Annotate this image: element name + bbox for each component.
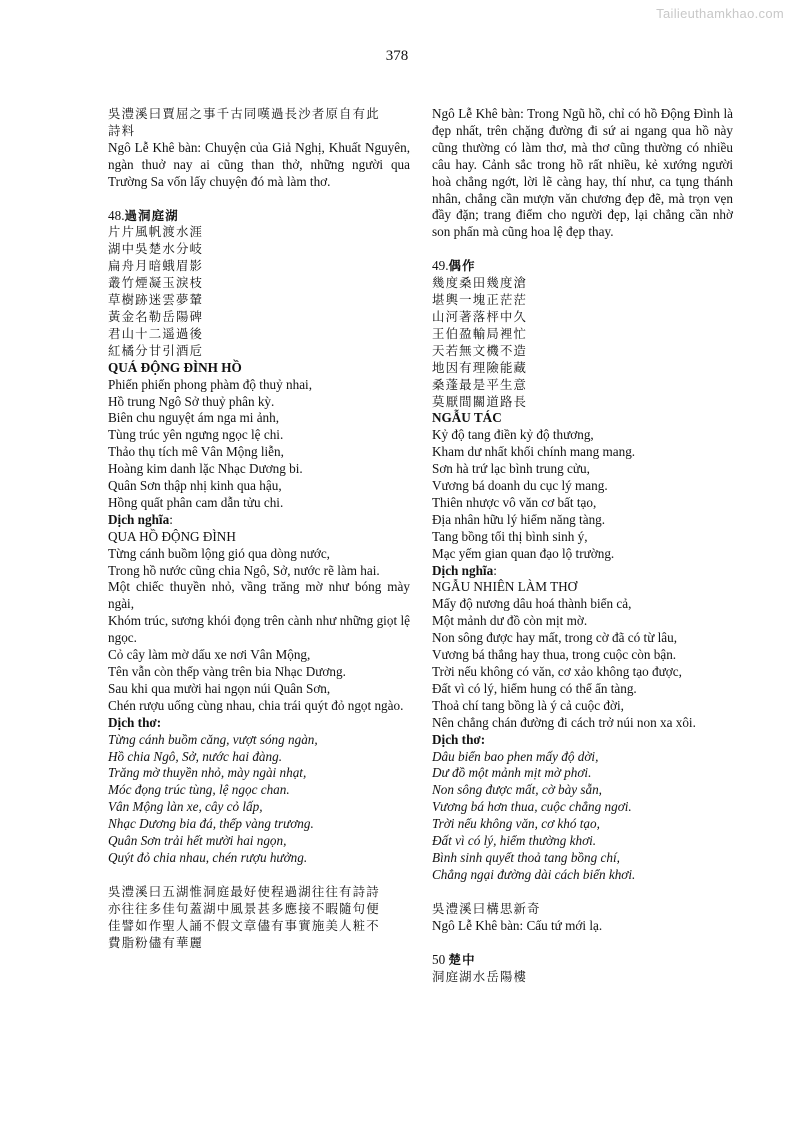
meaning-line: Trong hồ nước cũng chia Ngô, Sở, nước rẽ làm hai. [108, 562, 380, 578]
transliteration-line: Biên chu nguyệt ám nga mi ảnh, [108, 410, 280, 426]
outro-han-line: 佳譬如作聖人誦不假文章儘有事實施美人粧不 [108, 917, 380, 933]
poem-title-han: 楚中 [448, 951, 476, 967]
meaning-line: Trời nếu không có văn, cơ xảo không tạo được, [432, 664, 682, 679]
transliteration-line: Tùng trúc yên ngưng ngọc lệ chi. [108, 427, 284, 443]
intro-han-line: 詩料 [108, 122, 136, 138]
meaning-line: Non sông được hay mất, trong cờ đã có từ lâu, [432, 630, 678, 646]
poem-50-heading [432, 952, 733, 969]
han-verse-line: 堪輿一塊正茫茫 [432, 292, 528, 308]
han-verse-line: 叢竹煙凝玉淚枝 [108, 275, 204, 291]
meaning-line: Đất vì có lý, hiểm hung có thể ẩn tàng. [432, 680, 637, 696]
verse-translation-line: Nhạc Dương bia đá, thếp vàng trương. [108, 816, 314, 832]
han-verse-line: 地因有理險能藏 [432, 359, 528, 375]
transliteration-line: Thảo thụ tích mê Vân Mộng liễn, [108, 444, 284, 460]
han-verse-line: 草樹跡迷雲夢輦 [108, 292, 204, 308]
intro-comment: Ngô Lễ Khê bàn: Trong Ngũ hồ, chỉ có hồ Động Đình là đẹp nhất, trên chặng đường đi sứ ai ngang qua hồ này cũng thường có làm thơ, mà thơ cũng thường có nhiều câu hay. Cảnh sắc trong hồ rất nhiều, kẻ xướng người hoà chẳng ngớt, lời lẽ càng hay, thí như, ca tụng thánh nhân, chẳng cần mượn văn chương đẹp đẽ, mà trọn vẹn đầy đặn; trang điểm cho người đẹp, lại chẳng cần nhờ son phấn mà cũng hoa lệ đẹp thay. [432, 106, 733, 240]
transliteration-line: Kỷ độ tang điền kỷ độ thương, [432, 427, 594, 443]
verse-translation-line: Hồ chia Ngô, Sở, nước hai đàng. [108, 748, 283, 764]
outro-han-line: 費脂粉儘有華麗 [108, 934, 204, 950]
han-verse-line: 紅橘分甘引酒卮 [108, 342, 204, 358]
han-verse-line: 山河著落枰中久 [432, 308, 528, 324]
watermark: Tailieuthamkhao.com [656, 6, 784, 21]
verse-translation-line: Chẳng ngại đường dài cách biển khơi. [432, 866, 636, 882]
poem-number: 49. [432, 258, 449, 274]
poem-title-han: 過洞庭湖 [124, 207, 179, 223]
han-verse-line: 湖中吳楚水分岐 [108, 241, 204, 257]
outro-han-line: 吳澧溪曰構思新奇 [432, 900, 541, 916]
poem-48-heading [108, 208, 410, 225]
meaning-label-colon: : [169, 511, 173, 527]
transliteration-line: Hoàng kim danh lặc Nhạc Dương bi. [108, 461, 303, 477]
transliteration-line: Phiến phiến phong phàm độ thuỷ nhai, [108, 376, 313, 392]
poem-title-han: 偶作 [448, 258, 476, 274]
verse-translation-line: Quýt đỏ chia nhau, chén rượu hưởng. [108, 849, 308, 865]
verse-translation-line: Non sông được mất, cờ bày sẵn, [432, 782, 602, 798]
han-verse-line: 王伯盈輸局裡忙 [432, 325, 528, 341]
verse-translation-line: Bình sinh quyết thoả tang bồng chí, [432, 849, 620, 865]
transliteration-line: Mạc yếm gian quan đạo lộ trường. [432, 545, 615, 561]
verse-translation-line: Từng cánh buồm căng, vượt sóng ngàn, [108, 731, 318, 747]
meaning-title: NGẪU NHIÊN LÀM THƠ [432, 579, 578, 595]
verse-translation-line: Quân Sơn trải hết mười hai ngọn, [108, 833, 287, 849]
han-verse-line: 莫厭間關道路長 [432, 393, 528, 409]
verse-translation-line: Dâu biển bao phen mấy độ dời, [432, 748, 599, 764]
meaning-line: Cỏ cây làm mờ dấu xe nơi Vân Mộng, [108, 647, 311, 663]
meaning-line: Chén rượu uống cùng nhau, chia trái quýt đỏ ngọt ngào. [108, 697, 404, 713]
meaning-title: QUA HỒ ĐỘNG ĐÌNH [108, 528, 236, 544]
meaning-line: Mấy độ nương dâu hoá thành biển cả, [432, 596, 632, 612]
verse-translation-line: Trời nếu không văn, cơ khó tạo, [432, 816, 600, 832]
meaning-line: Sau khi qua mười hai ngọn núi Quân Sơn, [108, 680, 331, 696]
meaning-line: Thoả chí tang bồng là ý cả cuộc đời, [432, 697, 624, 713]
outro-comment: Ngô Lễ Khê bàn: Cấu tứ mới lạ. [432, 917, 603, 933]
verse-translation-line: Dư đồ một mảnh mịt mờ phơi. [432, 765, 592, 781]
intro-han-line: 吳澧溪曰賈屈之事千古同嘆過長沙者原自有此 [108, 106, 380, 121]
poem-number: 48. [108, 207, 125, 223]
outro-han-line: 吳澧溪曰五湖惟洞庭最好使程過湖往往有詩詩 [108, 883, 380, 899]
transliteration-title: NGẪU TÁC [432, 410, 502, 426]
page-number: 378 [385, 48, 409, 64]
transliteration-line: Hồng quất phân cam dẫn tửu chi. [108, 494, 284, 510]
han-verse-line: 桑蓬最是平生意 [432, 376, 528, 392]
verse-translation-label: Dịch thơ: [108, 714, 162, 730]
right-column [432, 106, 733, 985]
verse-translation-line: Vương bá hơn thua, cuộc chẳng ngơi. [432, 799, 632, 815]
verse-translation-line: Vân Mộng làn xe, cây cỏ lấp, [108, 799, 263, 815]
meaning-line: Khóm trúc, sương khói đọng trên cành như những giọt lệ ngọc. [108, 613, 410, 646]
transliteration-line: Hồ trung Ngô Sở thuỷ phân kỳ. [108, 393, 275, 409]
han-verse-line: 片片風帆渡水涯 [108, 224, 204, 240]
meaning-line: Một mảnh dư đồ còn mịt mờ. [432, 613, 588, 629]
verse-translation-line: Trăng mờ thuyền nhỏ, mày ngài nhạt, [108, 765, 307, 781]
transliteration-line: Địa nhân hữu lý hiểm năng tàng. [432, 511, 606, 527]
meaning-line: Vương bá thắng hay thua, trong cuộc còn bận. [432, 647, 677, 663]
meaning-label-text: Dịch nghĩa [108, 511, 170, 527]
han-verse-line: 君山十二遥過後 [108, 325, 204, 341]
han-verse-line: 洞庭湖水岳陽樓 [432, 968, 528, 984]
meaning-label [108, 512, 410, 529]
han-verse-line: 幾度桑田幾度滄 [432, 275, 528, 291]
transliteration-line: Thiên nhược vô văn cơ bất tạo, [432, 494, 597, 510]
meaning-line: Một chiếc thuyền nhỏ, vầng trăng mờ như bóng mày ngài, [108, 579, 410, 612]
transliteration-title: QUÁ ĐỘNG ĐÌNH HỒ [108, 359, 242, 375]
han-verse-line: 黃金名勒岳陽碑 [108, 308, 204, 324]
poem-number: 50 [432, 951, 449, 967]
meaning-label-text: Dịch nghĩa [432, 562, 494, 578]
meaning-line: Tên vẫn còn thếp vàng trên bia Nhạc Dương. [108, 664, 346, 679]
verse-translation-line: Đất vì có lý, hiểm thường khơi. [432, 833, 597, 849]
meaning-line: Từng cánh buồm lộng gió qua dòng nước, [108, 545, 330, 561]
outro-han-line: 亦往往多佳句蓋湖中風景甚多應接不暇隨句便 [108, 900, 380, 916]
meaning-label-colon: : [493, 562, 497, 578]
han-verse-line: 扁舟月暗蛾眉影 [108, 258, 204, 274]
poem-49-heading [432, 258, 733, 275]
transliteration-line: Tang bồng tối thị bình sinh ý, [432, 528, 588, 544]
verse-translation-label: Dịch thơ: [432, 731, 486, 747]
transliteration-line: Vương bá doanh du cục lý mang. [432, 478, 608, 494]
transliteration-line: Quân Sơn thập nhị kinh qua hậu, [108, 478, 282, 494]
han-verse-line: 天若無文機不造 [432, 342, 528, 358]
transliteration-line: Sơn hà trứ lạc bình trung cửu, [432, 461, 590, 477]
meaning-label [432, 563, 733, 580]
intro-comment: Ngô Lễ Khê bàn: Chuyện của Giả Nghị, Khuất Nguyên, ngàn thuở nay ai cũng than thở, những người qua Trường Sa vốn lấy chuyện đó mà làm thơ. [108, 139, 410, 189]
meaning-line: Nên chẳng chán đường đi cách trở núi non xa xôi. [432, 714, 696, 730]
verse-translation-line: Móc đọng trúc tùng, lệ ngọc chan. [108, 782, 290, 798]
left-column [108, 106, 410, 952]
transliteration-line: Kham dư nhất khối chính mang mang. [432, 444, 636, 460]
